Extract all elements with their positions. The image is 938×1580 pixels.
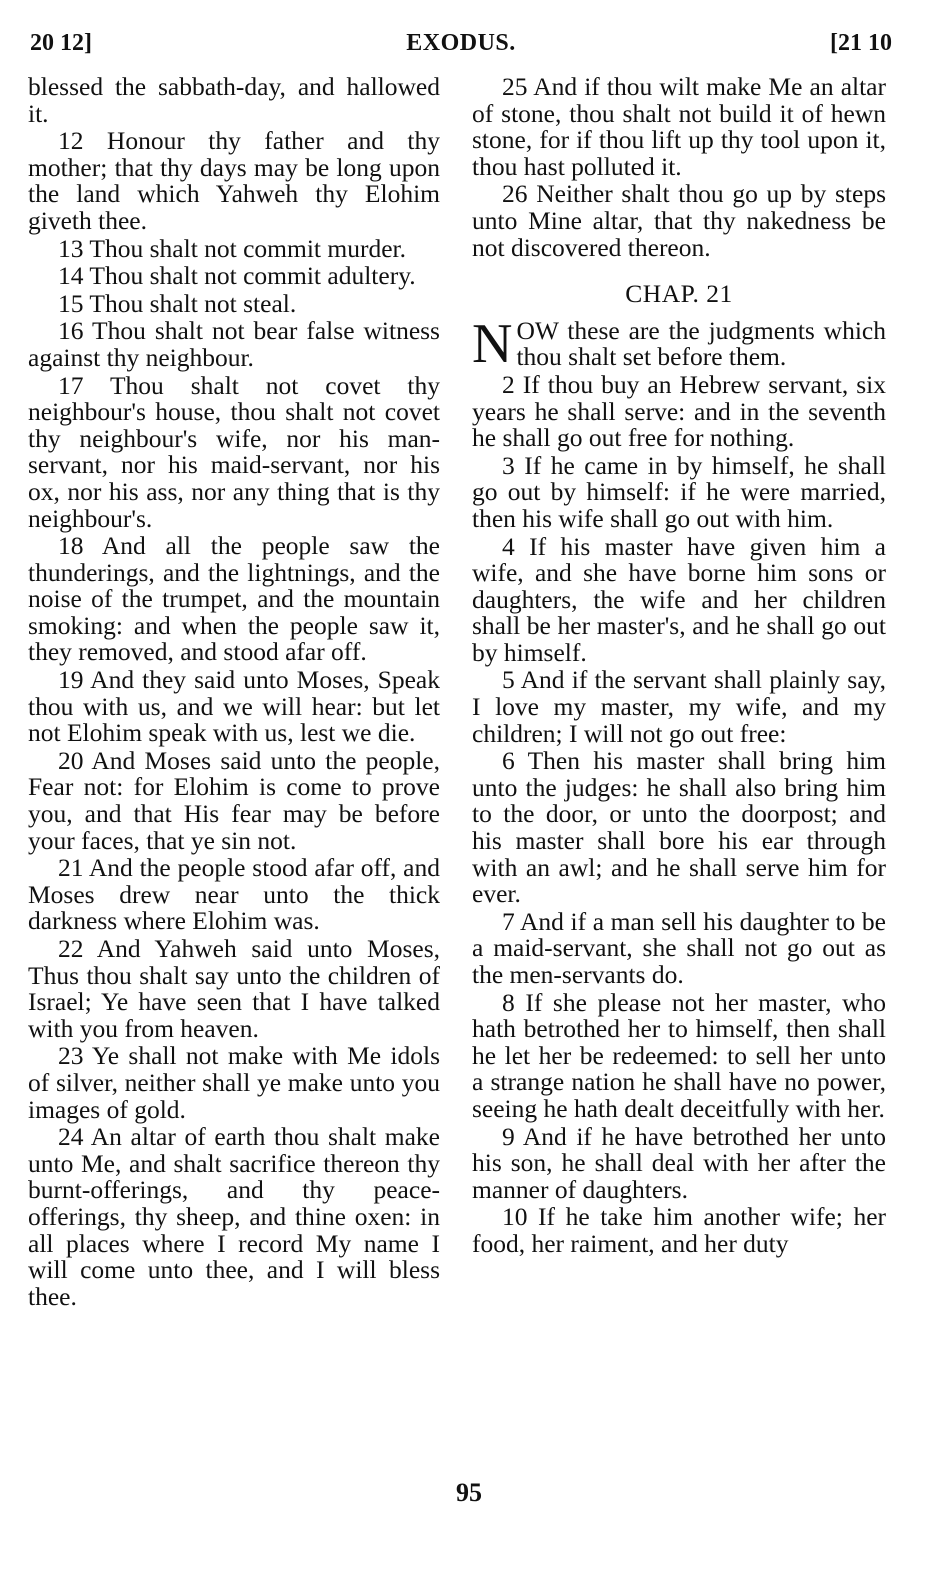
header-book-title: EXODUS. — [406, 30, 516, 56]
verse-paragraph: 3 If he came in by himself, he shall go out by himself: if he were married, then his wife shall go out with him. — [472, 450, 886, 533]
verse-paragraph: 22 And Yahweh said unto Moses, Thus thou shalt say unto the children of Israel; Ye have seen that I have talked with you from heaven. — [28, 934, 440, 1043]
running-header — [30, 30, 892, 64]
chapter-opening-paragraph — [472, 312, 886, 375]
right-column — [472, 74, 886, 1258]
verse-paragraph: 25 And if thou wilt make Me an altar of stone, thou shalt not build it of hewn stone, for if thou lift up thy tool upon it, thou hast polluted it. — [472, 72, 886, 181]
chapter-heading: CHAP. 21 — [625, 279, 733, 309]
verse-paragraph: 19 And they said unto Moses, Speak thou with us, and we will hear: but let not Elohim speak with us, lest we die. — [28, 665, 440, 748]
verse-paragraph: 10 If he take him another wife; her food, her raiment, and her duty — [472, 1202, 886, 1258]
verse-paragraph: 20 And Moses said unto the people, Fear not: for Elohim is come to prove you, and that His fear may be before your faces, that ye sin not. — [28, 745, 440, 855]
verse-paragraph: 21 And the people stood afar off, and Moses drew near unto the thick darkness where Elohim was. — [28, 853, 440, 936]
verse-paragraph: 4 If his master have given him a wife, and she have borne him sons or daughters, the wife and her children shall be her master's, and he shall go out by himself. — [472, 531, 886, 667]
verse-paragraph: 17 Thou shalt not covet thy neighbour's house, thou shalt not covet thy neighbour's wife, nor his man-servant, nor his maid-servant, nor his ox, nor his ass, nor any thing that is thy neighbour's. — [28, 370, 440, 533]
verse-paragraph: 5 And if the servant shall plainly say, I love my master, my wife, and my children; I will not go out free: — [472, 665, 886, 748]
verse-paragraph: 12 Honour thy father and thy mother; that thy days may be long upon the land which Yahweh thy Elohim giveth thee. — [28, 126, 440, 235]
header-verse-range-end: [21 10 — [830, 30, 892, 56]
verse-paragraph: 15 Thou shalt not steal. — [58, 288, 297, 318]
drop-cap: N — [472, 312, 513, 375]
verse-paragraph: 23 Ye shall not make with Me idols of silver, neither shall ye make unto you images of gold. — [28, 1041, 440, 1124]
verse-paragraph: 8 If she please not her master, who hath betrothed her to himself, then shall he let her be redeemed: to sell her unto a strange nation he shall have no power, seeing he hath dealt deceitfully with her. — [472, 987, 886, 1123]
left-column — [28, 74, 440, 1310]
verse-paragraph: blessed the sabbath-day, and hallowed it. — [28, 72, 440, 128]
page-number: 95 — [456, 1478, 482, 1507]
verse-paragraph: 9 And if he have betrothed her unto his son, he shall deal with her after the manner of daughters. — [472, 1121, 886, 1204]
header-verse-range-start: 20 12] — [30, 30, 92, 56]
verse-paragraph: 14 Thou shalt not commit adultery. — [58, 261, 416, 291]
verse-paragraph: 18 And all the people saw the thunderings, and the lightnings, and the noise of the trumpet, and the mountain smoking: and when the people saw it, they removed, and stood afar off. — [28, 531, 440, 667]
verse-paragraph: 24 An altar of earth thou shalt make unto Me, and shalt sacrifice thereon thy burnt-offerings, and thy peace-offerings, thy sheep, and thine oxen: in all places where I record My name I will come unto thee, and I will bless thee. — [28, 1122, 440, 1311]
verse-paragraph: 16 Thou shalt not bear false witness against thy neighbour. — [28, 316, 440, 372]
verse-paragraph: 2 If thou buy an Hebrew servant, six years he shall serve: and in the seventh he shall go out free for nothing. — [472, 369, 886, 453]
chapter-opening-text: OW these are the judgments which thou shalt set before them. — [516, 315, 886, 372]
verse-paragraph: 26 Neither shalt thou go up by steps unto Mine altar, that thy nakedness be not discovered thereon. — [472, 179, 886, 262]
verse-paragraph: 13 Thou shalt not commit murder. — [58, 233, 406, 263]
verse-paragraph: 7 And if a man sell his daughter to be a maid-servant, she shall not go out as the men-servants do. — [472, 906, 886, 989]
verse-paragraph: 6 Then his master shall bring him unto the judges: he shall also bring him to the door, or unto the doorpost; and his master shall bore his ear through with an awl; and he shall serve him for ever. — [472, 746, 886, 909]
